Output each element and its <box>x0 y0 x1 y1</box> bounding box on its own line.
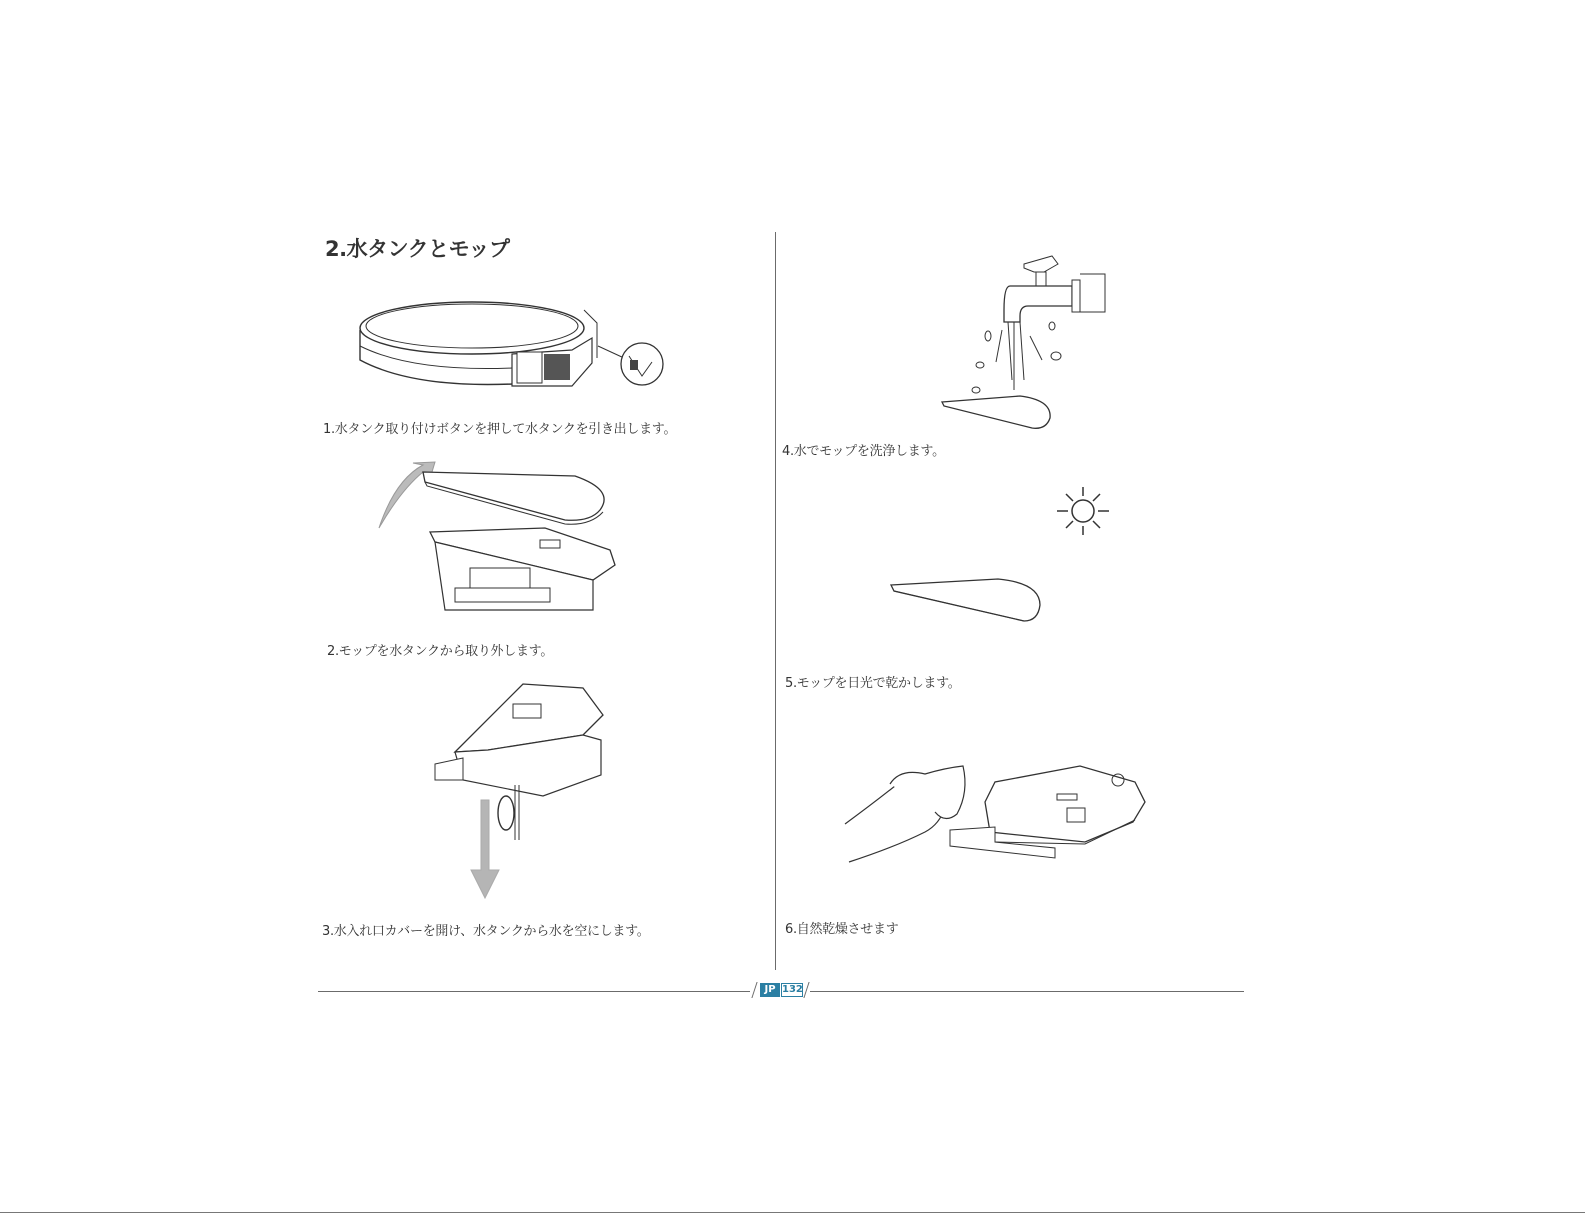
step-6-caption: 6.自然乾燥させます <box>785 922 899 937</box>
language-badge: JP <box>760 983 780 997</box>
page-edge-rule <box>0 1212 1585 1213</box>
footer-slash-right <box>803 982 809 998</box>
step-3-caption: 3.水入れ口カバーを開け、水タンクから水を空にします。 <box>322 924 650 939</box>
page-title: 2.水タンクとモップ <box>325 237 510 261</box>
page-number: 132 <box>782 984 803 995</box>
faucet-wash-illustration <box>940 250 1110 435</box>
step-5-caption: 5.モップを日光で乾かします。 <box>785 676 961 691</box>
robot-vacuum-illustration <box>352 288 667 393</box>
column-divider <box>775 232 776 970</box>
step-1-caption: 1.水タンク取り付けボタンを押して水タンクを引き出します。 <box>323 422 677 437</box>
step-4-caption: 4.水でモップを洗浄します。 <box>782 444 945 459</box>
mop-pad-illustration <box>888 575 1048 625</box>
footer-slash-left <box>751 982 757 998</box>
sun-icon <box>1057 487 1109 535</box>
hand-wipe-illustration <box>845 762 1150 867</box>
step-2-caption: 2.モップを水タンクから取り外します。 <box>327 644 554 659</box>
tank-empty-illustration <box>433 680 613 900</box>
footer-rule-right <box>810 991 1244 992</box>
footer-rule-left <box>318 991 750 992</box>
mop-removal-illustration <box>375 460 620 622</box>
